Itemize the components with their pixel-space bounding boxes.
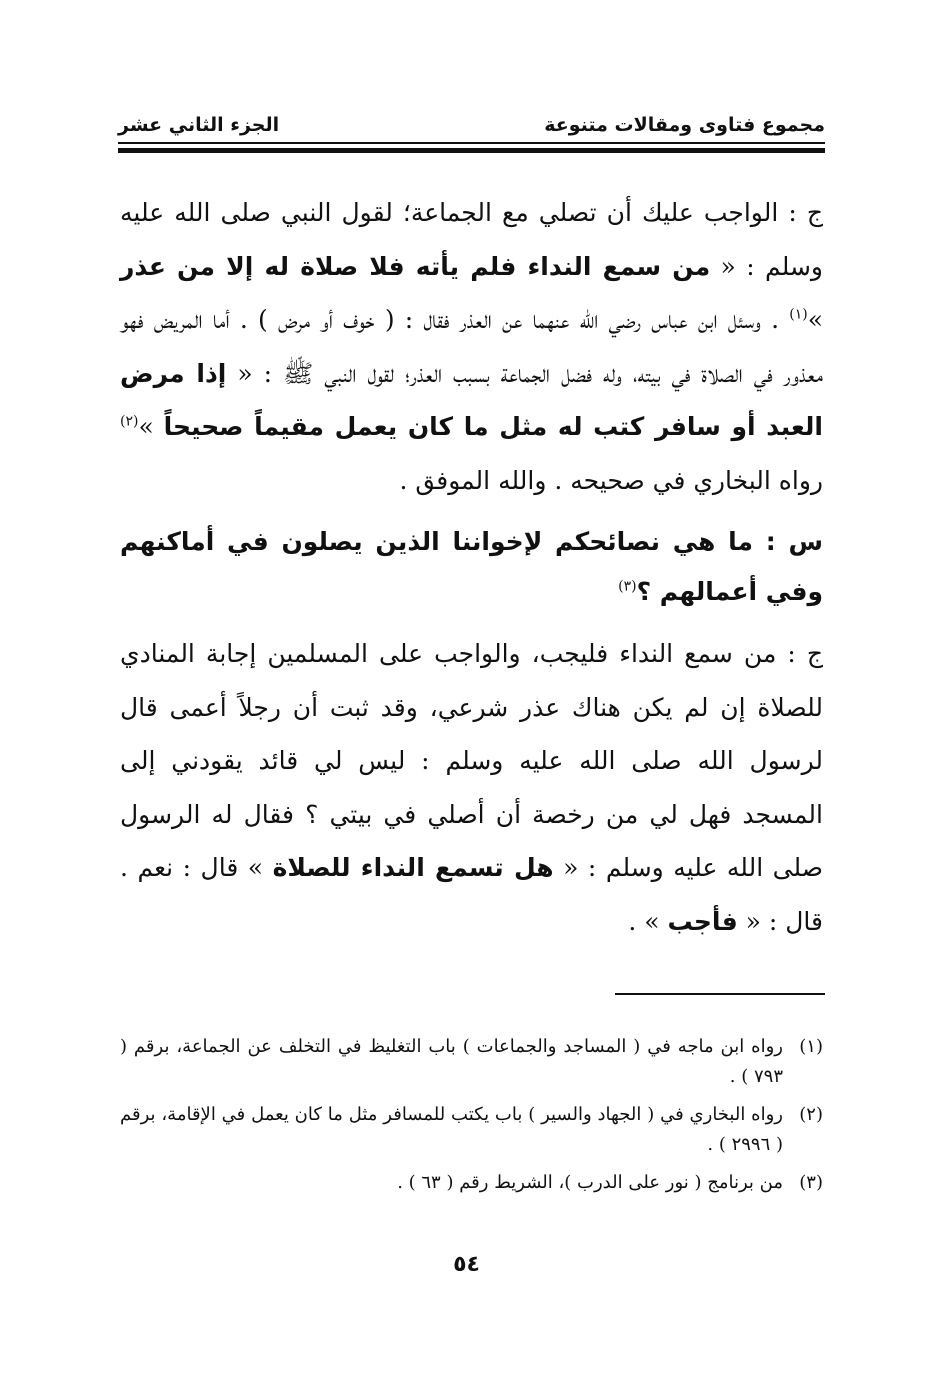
footnote-ref-3[interactable]: (٣)	[618, 578, 637, 595]
footnote-item	[120, 1168, 823, 1198]
footnote-separator	[615, 993, 825, 995]
header-rule-thin	[118, 142, 825, 144]
footnote-ref-1[interactable]: (١)	[789, 306, 808, 323]
footnote-item	[120, 1100, 823, 1160]
footnote-number: (٣)	[799, 1172, 823, 1193]
footnote-number: (١)	[799, 1036, 823, 1057]
footnote-text: رواه ابن ماجه في ( المساجد والجماعات ) باب التغليظ في التخلف عن الجماعة، برقم ( ٧٩٣ ) .	[120, 1036, 783, 1087]
footnotes	[120, 1032, 823, 1206]
hadith-quote-1: من سمع النداء فلم يأته فلا صلاة له إلا من عذر	[120, 251, 711, 281]
footnote-number: (٢)	[799, 1104, 823, 1125]
header-rule-thick	[118, 148, 825, 153]
footnote-ref-2[interactable]: (٢)	[120, 413, 139, 430]
hadith-quote-2: إذا مرض العبد أو سافر كتب له مثل ما كان يعمل مقيماً صحيحاً	[120, 358, 823, 441]
book-title: مجموع فتاوى ومقالات متنوعة	[544, 114, 825, 136]
footnote-text: رواه البخاري في ( الجهاد والسير ) باب يكتب للمسافر مثل ما كان يعمل في الإقامة، برقم ( ٢٩٩٦ ) .	[120, 1104, 783, 1155]
footnote-item	[120, 1032, 823, 1092]
footnote-text: من برنامج ( نور على الدرب )، الشريط رقم ( ٦٣ ) .	[397, 1172, 783, 1193]
answer-paragraph-2: ج : من سمع النداء فليجب، والواجب على المسلمين إجابة المنادي للصلاة إن لم يكن هناك عذر شرعي، وقد ثبت أن رجلاً أعمى قال لرسول الله صلى الله عليه وسلم : ليس لي قائد يقودني إلى المسجد فهل لي من رخصة أن أصلي في بيتي ؟ فقال له الرسول صلى الله عليه وسلم : « هل تسمع النداء للصلاة » قال : نعم . قال : « فأجب » .	[120, 639, 823, 936]
page-number: ٥٤	[453, 1252, 480, 1277]
hadith-quote-4: فأجب	[667, 906, 738, 936]
answer-paragraph-1: ج : الواجب عليك أن تصلي مع الجماعة؛ لقول النبي صلى الله عليه وسلم : « من سمع النداء فلم يأته فلا صلاة له إلا من عذر »$^{(١)}$ . وسئل ابن عباس رضي الله عنهما عن العذر فقال : ( خوف أو مرض ) . أما المريض فهو معذور في الصلاة في بيته، وله فضل الجماعة بسبب العذر؛ لقول النبي ﷺ : « إذا مرض العبد أو سافر كتب له مثل ما كان يعمل مقيماً صحيحاً »$^{(٢)}$ رواه البخاري في صحيحه . والله الموفق .	[120, 198, 823, 495]
volume-label: الجزء الثاني عشر	[118, 114, 280, 136]
main-text	[120, 186, 823, 948]
running-header	[118, 110, 825, 140]
hadith-quote-3: هل تسمع النداء للصلاة	[272, 853, 554, 882]
question-paragraph: س : ما هي نصائحكم لإخواننا الذين يصلون في أماكنهم وفي أعمالهم ؟$^{(٣)}$	[120, 527, 823, 606]
